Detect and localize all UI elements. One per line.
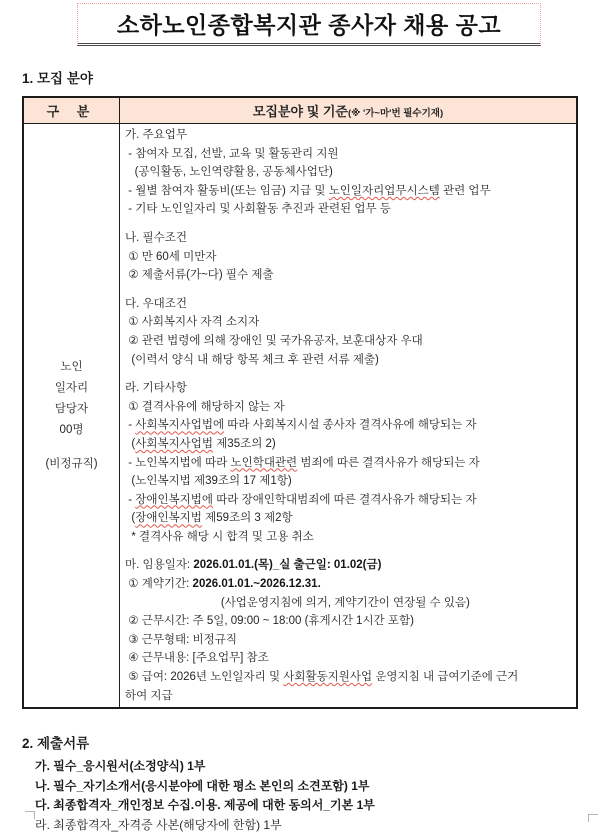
- text-line: [125, 332, 572, 351]
- text-segment: - 노인복지법에 따라: [125, 456, 231, 469]
- spellcheck-flagged-text: 사회복지사업법: [135, 437, 213, 450]
- text-segment: 나. 필수_자기소개서(응시분야에 대한 평소 본인의 소견포함) 1부: [35, 778, 370, 793]
- text-segment: (이력서 양식 내 해당 항목 체크 후 관련 서류 제출): [125, 353, 379, 366]
- text-segment: 라. 기타사항: [125, 382, 187, 395]
- text-segment: ③ 근무형태: 비정규직: [125, 633, 237, 646]
- spellcheck-flagged-text: 노인학대관련: [230, 456, 298, 469]
- text-segment: ① 만 60세 미만자: [125, 250, 217, 263]
- text-segment: 제59조의 3 제2항: [201, 512, 293, 525]
- text-segment: - 참여자 모집, 선발, 교육 및 활동관리 지원: [125, 147, 339, 160]
- text-line: [125, 351, 572, 370]
- text-segment: 나. 필수조건: [125, 231, 187, 244]
- text-line: [125, 631, 572, 650]
- text-segment: 따라 장애인학대범죄에 따른 결격사유가 해당되는 자: [213, 493, 477, 506]
- spellcheck-flagged-text: 사회복지사업법에: [135, 419, 225, 432]
- text-line: [125, 416, 572, 435]
- text-segment: ⑤ 급여: 2026년 노인일자리 및: [125, 671, 284, 684]
- text-segment: 운영지침 내 급여기준에 근거: [372, 671, 519, 684]
- text-line: [125, 528, 572, 547]
- position-cell: [23, 124, 120, 709]
- text-segment: ① 사회복지사 자격 소지자: [125, 316, 260, 329]
- blank-line: [125, 219, 572, 229]
- text-segment: 담당자: [54, 402, 89, 415]
- text-line: [125, 182, 572, 201]
- text-boundary-mark-right: [588, 814, 598, 822]
- text-segment: 가. 필수_응시원서(소정양식) 1부: [35, 759, 206, 774]
- details-cell: [120, 124, 578, 709]
- text-line: [125, 575, 572, 594]
- text-line: [125, 229, 572, 248]
- text-line: [24, 454, 119, 475]
- text-line: [125, 200, 572, 219]
- text-line: [24, 420, 119, 441]
- text-line: [24, 399, 119, 420]
- text-segment: 2026.01.01.~2026.12.31.: [192, 578, 321, 591]
- blank-line: [125, 285, 572, 295]
- text-line: [125, 612, 572, 631]
- text-segment: (노인복지법 제39조의 17 제1항): [125, 475, 292, 488]
- text-segment: ① 결격사유에 해당하지 않는 자: [125, 400, 285, 413]
- text-segment: * 결격사유 해당 시 합격 및 고용 취소: [125, 530, 314, 543]
- column-header-criteria-main: 모집분야 및 기준: [252, 104, 348, 119]
- text-segment: 제35조의 2): [213, 437, 276, 450]
- text-segment: 라. 최종합격자_자격증 사본(해당자에 한함) 1부: [35, 817, 282, 832]
- document-page: [0, 3, 600, 832]
- text-line: [125, 454, 572, 473]
- text-line: [125, 472, 572, 491]
- text-segment: ② 근무시간: 주 5일, 09:00 ~ 18:00 (휴게시간 1시간 포함): [125, 615, 414, 628]
- text-segment: 가. 주요업무: [125, 129, 187, 141]
- text-line: [125, 435, 572, 454]
- text-segment: - 기타 노인일자리 및 사회활동 추진과 관련된 업무 등: [125, 203, 391, 216]
- text-segment: (공익활동, 노인역량활용, 공동체사업단): [125, 166, 333, 179]
- submission-items: [35, 757, 600, 835]
- text-line: [125, 145, 572, 164]
- section2: [22, 732, 600, 835]
- text-line: [35, 777, 600, 797]
- spellcheck-flagged-text: 노인일자리업무시스템: [328, 184, 440, 197]
- text-segment: ④ 근무내용: [주요업무] 참조: [125, 652, 269, 665]
- blank-line: [24, 441, 119, 454]
- blank-line: [125, 546, 572, 556]
- text-segment: 관련 업무: [439, 184, 491, 197]
- column-header-criteria-note: (※ '가~마'번 필수기재): [347, 108, 444, 119]
- spellcheck-flagged-text: 장애인복지법: [135, 512, 202, 525]
- text-segment: 범죄에 따른 결격사유가 해당되는 자: [297, 456, 480, 469]
- recruitment-table: [22, 96, 578, 709]
- text-segment: 00명: [59, 423, 84, 436]
- text-segment: (사업운영지침에 의거, 계약기간이 연장될 수 있음): [125, 596, 470, 609]
- text-line: [125, 379, 572, 398]
- text-segment: (비정규직): [45, 457, 98, 470]
- text-line: [35, 796, 600, 816]
- text-line: [125, 295, 572, 314]
- text-line: [125, 266, 572, 285]
- spellcheck-flagged-text: 장애인복지법에: [135, 493, 213, 506]
- text-line: [125, 594, 572, 613]
- text-line: [125, 248, 572, 267]
- column-header-category: 구 분: [23, 97, 120, 124]
- text-segment: (: [125, 437, 136, 450]
- text-line: [125, 491, 572, 510]
- text-segment: (: [125, 512, 136, 525]
- text-line: [24, 357, 119, 378]
- notice-title-box: [77, 3, 541, 46]
- text-segment: ① 계약기간:: [125, 578, 193, 591]
- column-header-criteria: [120, 97, 578, 124]
- text-line: [125, 126, 572, 145]
- text-segment: - 월별 참여자 활동비(또는 임금) 지급 및: [125, 184, 329, 197]
- text-line: [125, 509, 572, 528]
- text-segment: 일자리: [54, 381, 89, 394]
- text-segment: 마. 임용일자:: [125, 559, 194, 572]
- text-line: [24, 378, 119, 399]
- text-line: [125, 668, 572, 687]
- text-segment: 다. 우대조건: [125, 297, 187, 310]
- text-line: [125, 687, 572, 706]
- spellcheck-flagged-text: 사회활동지원사업: [283, 671, 373, 684]
- text-segment: -: [125, 493, 136, 506]
- page-title: 소하노인종합복지관 종사자 채용 공고: [116, 12, 502, 38]
- text-boundary-mark-left: [25, 811, 35, 819]
- text-line: [125, 649, 572, 668]
- text-segment: 2026.01.01.(목)_실 출근일: 01.02(금): [193, 559, 382, 572]
- text-segment: 하여 지급: [125, 689, 173, 702]
- text-segment: ② 관련 법령에 의해 장애인 및 국가유공자, 보훈대상자 우대: [125, 334, 423, 347]
- text-line: [125, 398, 572, 417]
- section2-heading: 2. 제출서류: [22, 736, 90, 752]
- section1-heading: 1. 모집 분야: [22, 71, 93, 86]
- text-line: [35, 757, 600, 777]
- text-segment: 다. 최종합격자_개인정보 수집.이용. 제공에 대한 동의서_기본 1부: [35, 798, 375, 813]
- text-line: [125, 163, 572, 182]
- text-line: [125, 313, 572, 332]
- text-segment: -: [125, 419, 136, 432]
- table-header-row: [23, 97, 577, 124]
- table-body-row: [23, 124, 577, 709]
- text-segment: ② 제출서류(가~다) 필수 제출: [125, 269, 274, 282]
- text-segment: 노인: [60, 360, 83, 373]
- text-segment: 따라 사회복지시설 종사자 결격사유에 해당되는 자: [224, 419, 477, 432]
- text-line: [125, 556, 572, 575]
- blank-line: [125, 369, 572, 379]
